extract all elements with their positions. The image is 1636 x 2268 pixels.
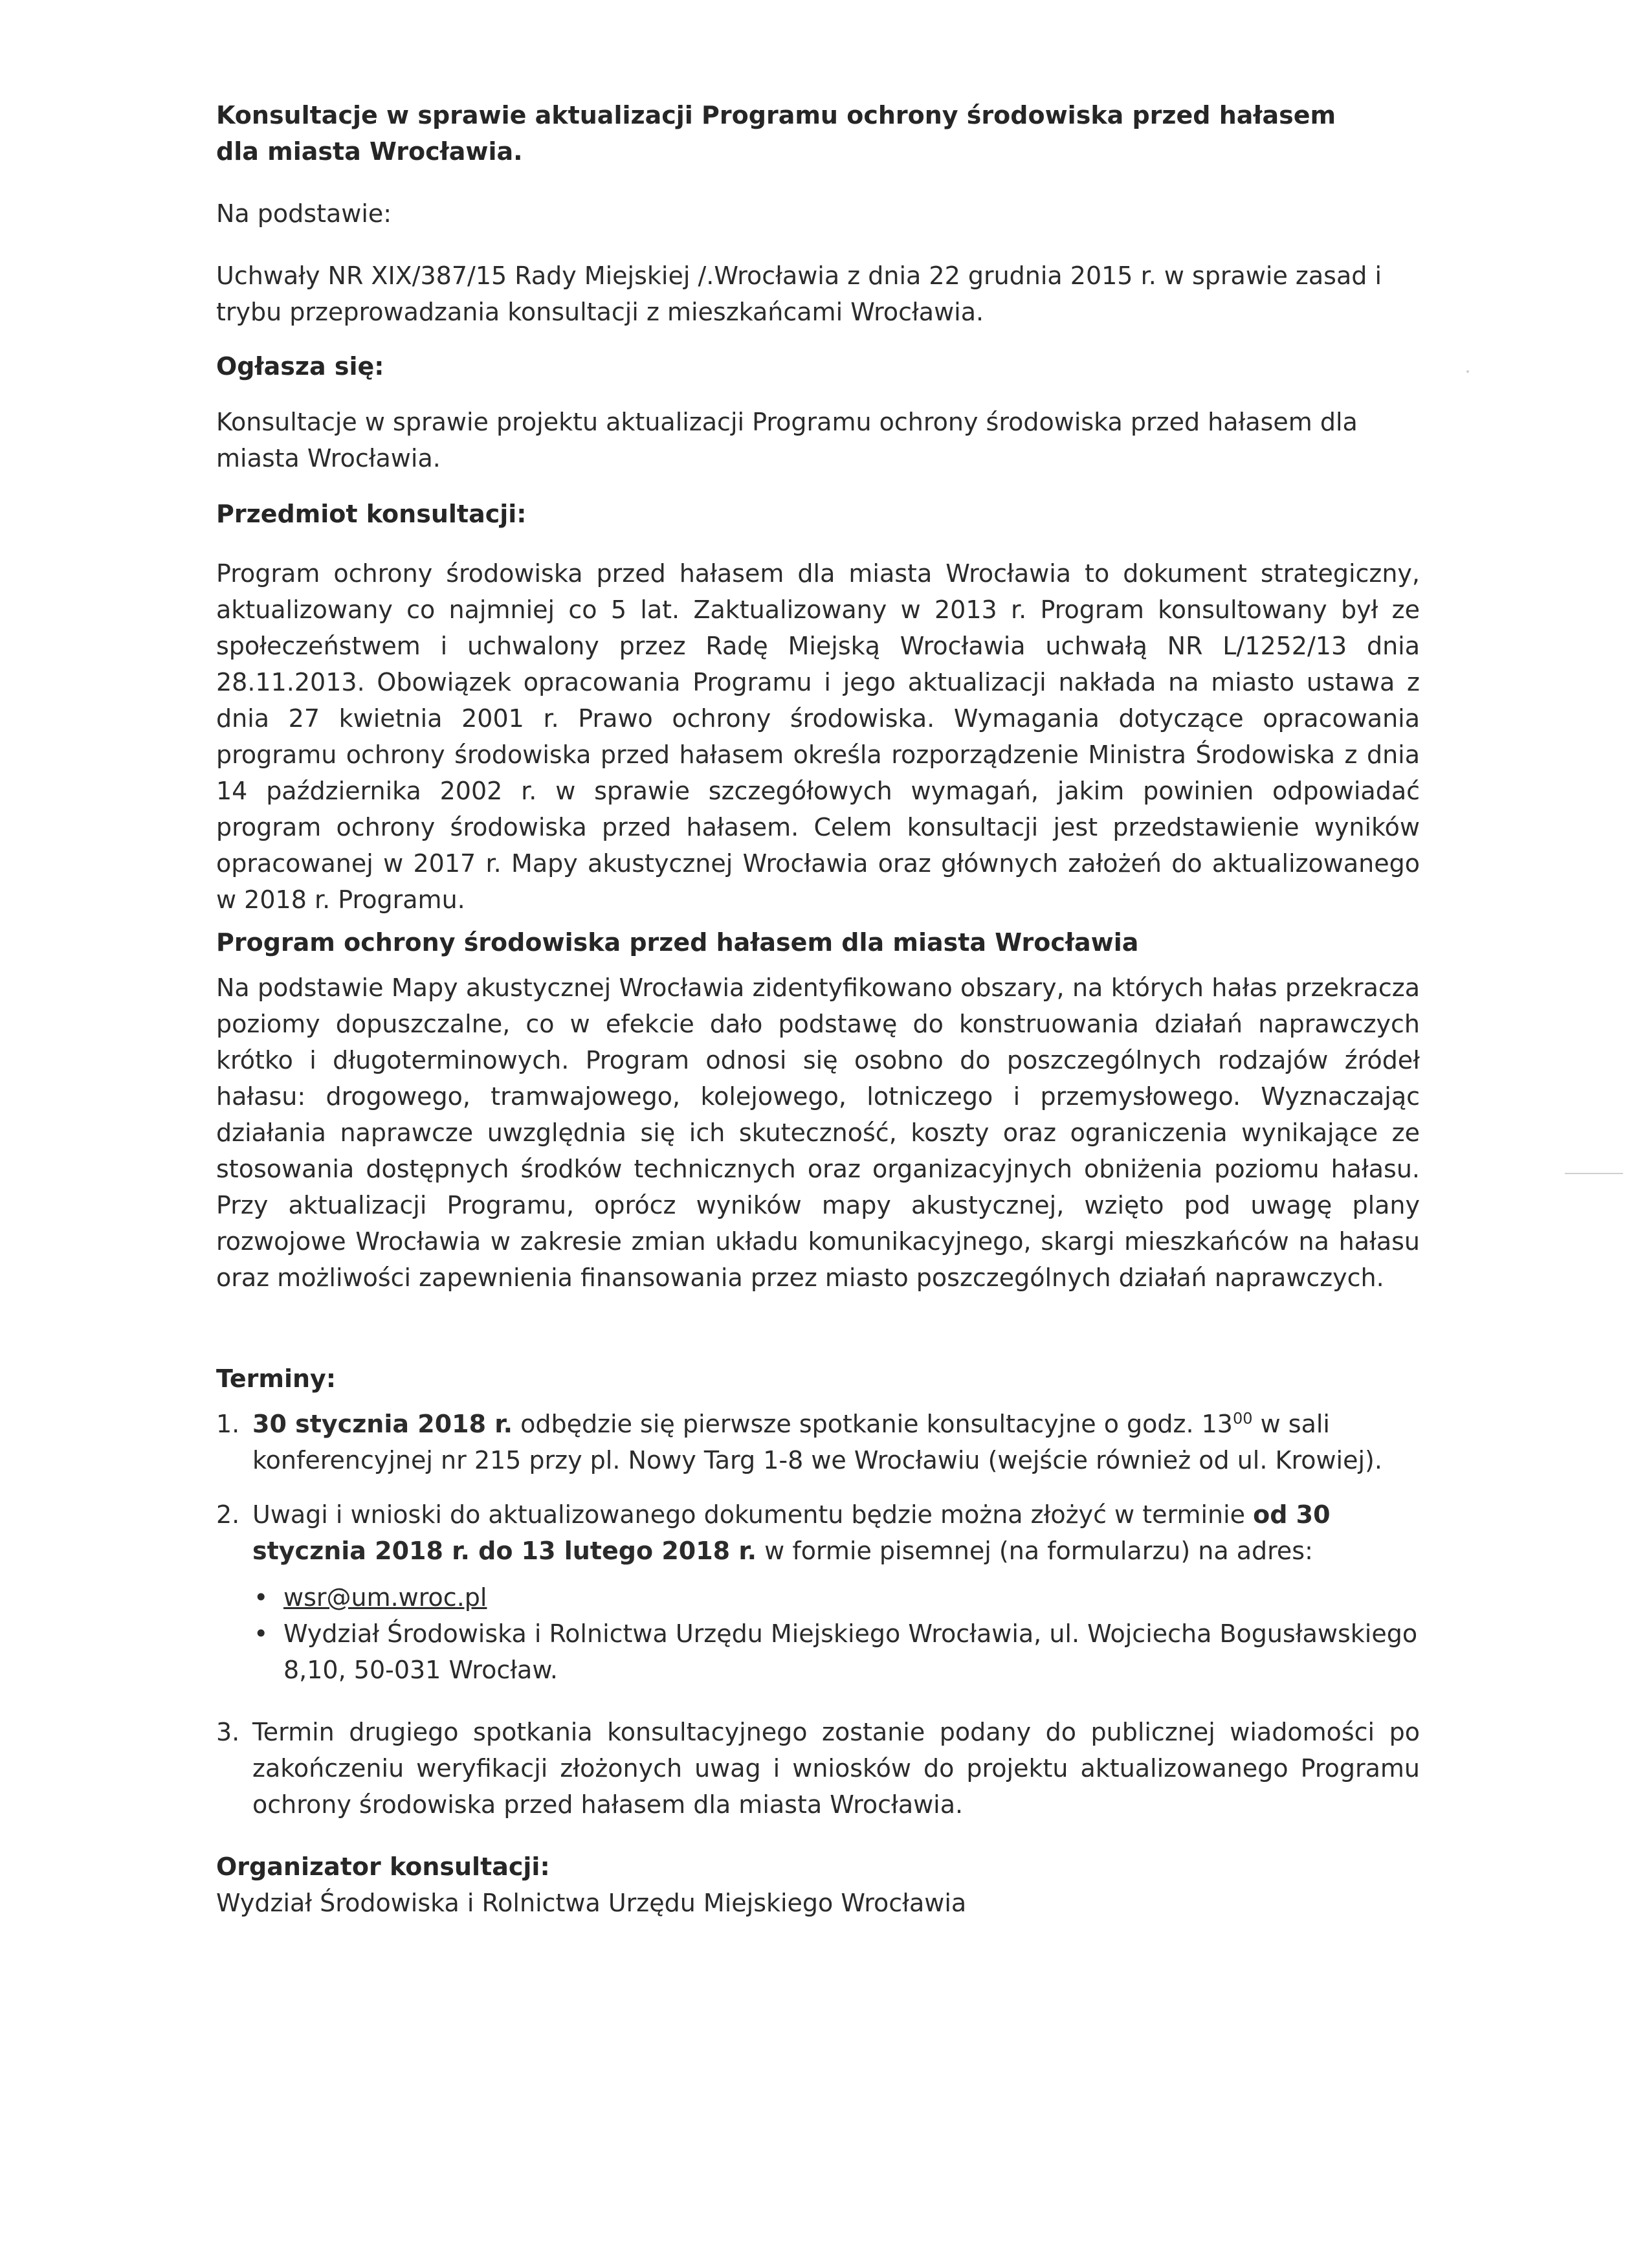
term-text-continued: w sali konferencyjnej nr 215 przy pl. Nowy Targ 1-8 we Wrocławiu (wejście również od ul. Krowiej).	[252, 1410, 1382, 1474]
bullet: •	[254, 1619, 269, 1648]
document-title	[216, 97, 1420, 170]
term-number: 1.	[216, 1410, 240, 1438]
postal-address: Wydział Środowiska i Rolnictwa Urzędu Miejskiego Wrocławia, ul. Wojciecha Bogusławskiego 8,10, 50-031 Wrocław.	[283, 1619, 1418, 1684]
organizer-text: Wydział Środowiska i Rolnictwa Urzędu Miejskiego Wrocławia	[216, 1889, 967, 1917]
term-number: 2.	[216, 1500, 240, 1529]
address-email-item	[254, 1579, 1420, 1616]
basis-text: Uchwały NR XIX/387/15 Rady Miejskiej /.Wrocławia z dnia 22 grudnia 2015 r. w sprawie zasad i trybu przeprowadzania konsultacji z mieszkańcami Wrocławia.	[216, 261, 1382, 326]
subject-heading: Przedmiot konsultacji:	[216, 500, 527, 528]
term-text: Termin drugiego spotkania konsultacyjnego zostanie podany do publicznej wiadomości po zakończeniu weryfikacji złożonych uwag i wniosków do projektu aktualizowanego Programu ochrony środowiska przed hałasem dla miasta Wrocławia.	[252, 1718, 1420, 1819]
term-item-1	[216, 1406, 1420, 1478]
bullet: •	[254, 1583, 269, 1612]
term-date-range: od 30 stycznia 2018 r. do 13 lutego 2018 r.	[252, 1500, 1331, 1565]
title-line-1: Konsultacje w sprawie aktualizacji Programu ochrony środowiska przed hałasem	[216, 101, 1336, 129]
term-date: 30 stycznia 2018 r.	[252, 1410, 513, 1438]
program-text: Na podstawie Mapy akustycznej Wrocławia zidentyfikowano obszary, na których hałas przekracza poziomy dopuszczalne, co w efekcie dało podstawę do konstruowania działań naprawczych krótko i długoterminowych. Program odnosi się osobno do poszczególnych rodzajów źródeł hałasu: drogowego, tramwajowego, kolejowego, lotniczego i przemysłowego. Wyznaczając działania naprawcze uwzględnia się ich skuteczność, koszty oraz ograniczenia wynikające ze stosowania dostępnych środków technicznych oraz organizacyjnych obniżenia poziomu hałasu. Przy aktualizacji Programu, oprócz wyników mapy akustycznej, wzięto pod uwagę plany rozwojowe Wrocławia w zakresie zmian układu komunikacyjnego, skargi mieszkańców na hałasu oraz możliwości zapewnienia finansowania przez miasto poszczególnych działań naprawczych.	[216, 973, 1420, 1292]
document-page	[216, 97, 1420, 1921]
terms-list	[216, 1406, 1420, 1823]
address-list	[252, 1579, 1420, 1688]
term-item-2	[216, 1496, 1420, 1688]
scan-mark	[1466, 370, 1469, 373]
scan-mark	[1565, 1173, 1623, 1174]
term-text: Uwagi i wnioski do aktualizowanego dokumentu będzie można złożyć w terminie	[252, 1500, 1254, 1529]
email-link[interactable]: wsr@um.wroc.pl	[283, 1583, 487, 1612]
announce-text: Konsultacje w sprawie projektu aktualizacji Programu ochrony środowiska przed hałasem dla miasta Wrocławia.	[216, 408, 1358, 472]
terms-heading: Terminy:	[216, 1364, 337, 1393]
term-number: 3.	[216, 1718, 240, 1746]
announce-heading: Ogłasza się:	[216, 352, 384, 381]
address-postal-item	[254, 1616, 1420, 1688]
subject-text: Program ochrony środowiska przed hałasem dla miasta Wrocławia to dokument strategiczny, aktualizowany co najmniej co 5 lat. Zaktualizowany w 2013 r. Program konsultowany był ze społeczeństwem i uchwalony przez Radę Miejską Wrocławia uchwałą NR L/1252/13 dnia 28.11.2013. Obowiązek opracowania Programu i jego aktualizacji nakłada na miasto ustawa z dnia 27 kwietnia 2001 r. Prawo ochrony środowiska. Wymagania dotyczące opracowania programu ochrony środowiska przed hałasem określa rozporządzenie Ministra Środowiska z dnia 14 października 2002 r. w sprawie szczegółowych wymagań, jakim powinien odpowiadać program ochrony środowiska przed hałasem. Celem konsultacji jest przedstawienie wyników opracowanej w 2017 r. Mapy akustycznej Wrocławia oraz głównych założeń do aktualizowanego w 2018 r. Programu.	[216, 559, 1420, 914]
term-item-3	[216, 1714, 1420, 1823]
section-spacer	[216, 1322, 1420, 1361]
program-heading: Program ochrony środowiska przed hałasem dla miasta Wrocławia	[216, 928, 1139, 957]
organizer-heading: Organizator konsultacji:	[216, 1852, 550, 1881]
term-time-minutes: 00	[1232, 1409, 1253, 1428]
basis-label: Na podstawie:	[216, 199, 392, 228]
term-text-continued: w formie pisemnej (na formularzu) na adres:	[757, 1537, 1313, 1565]
term-text: odbędzie się pierwsze spotkanie konsultacyjne o godz. 13	[513, 1410, 1233, 1438]
title-line-2: dla miasta Wrocławia.	[216, 137, 523, 166]
